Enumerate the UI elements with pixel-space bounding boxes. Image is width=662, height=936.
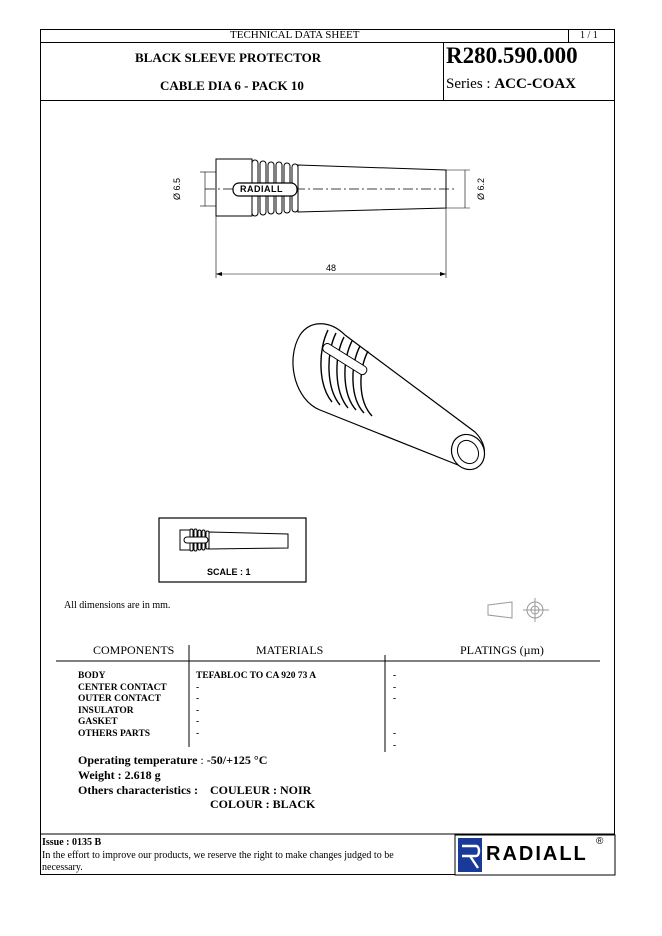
header-materials: MATERIALS [256, 643, 324, 657]
material-cell: - [196, 694, 200, 705]
disclaimer-line-2: necessary. [42, 862, 83, 873]
others-label: Others characteristics : [78, 783, 198, 797]
operating-temperature [78, 753, 267, 768]
header-components: COMPONENTS [93, 643, 175, 657]
disclaimer-line-1: In the effort to improve our products, we reserve the right to make changes judged to be [42, 850, 394, 861]
dimension-left-label: Ø 6.5 [172, 177, 182, 200]
plating-cell [393, 706, 396, 718]
radiall-logo-text: RADIALL [486, 843, 588, 865]
brand-mark: RADIALL [240, 184, 283, 194]
others-value-2: COLOUR : BLACK [210, 797, 316, 811]
temp-separator: : [197, 753, 207, 767]
component-cell: CENTER CONTACT [78, 682, 167, 693]
projection-symbol-icon [488, 598, 549, 622]
dimension-right-label: Ø 6.2 [476, 177, 486, 200]
product-subtitle: CABLE DIA 6 - PACK 10 [160, 78, 304, 93]
component-cell: INSULATOR [78, 705, 134, 716]
temp-label: Operating temperature [78, 753, 198, 767]
series-label: Series : [446, 76, 495, 92]
part-number: R280.590.000 [446, 43, 578, 68]
material-cell: TEFABLOC TO CA 920 73 A [196, 671, 317, 681]
material-cell: - [196, 717, 200, 728]
series-value: ACC-COAX [494, 76, 576, 92]
materials-column [196, 671, 316, 741]
component-cell: BODY [78, 671, 106, 681]
registered-mark: ® [596, 836, 604, 847]
header-platings: PLATINGS (µm) [460, 643, 544, 657]
material-cell: - [196, 728, 200, 739]
isometric-view [293, 324, 491, 476]
plating-cell: - [393, 682, 397, 693]
material-cell: - [196, 682, 200, 693]
platings-column [393, 671, 396, 752]
issue: Issue : 0135 B [42, 837, 102, 848]
material-cell: - [196, 705, 200, 716]
plating-cell [393, 717, 396, 729]
component-cell: OUTER CONTACT [78, 694, 161, 705]
units-note: All dimensions are in mm. [64, 600, 171, 611]
temp-value: -50/+125 °C [206, 753, 268, 767]
scale-label: SCALE : 1 [207, 567, 251, 577]
others-value-1: COULEUR : NOIR [210, 783, 312, 797]
weight: Weight : 2.618 g [78, 768, 161, 782]
plating-cell: - [393, 728, 397, 739]
plating-cell-extra: - [393, 740, 397, 751]
component-cell: OTHERS PARTS [78, 728, 151, 739]
components-column [78, 671, 167, 741]
plating-cell: - [393, 694, 397, 705]
dimension-length-label: 48 [326, 263, 337, 273]
doc-type: TECHNICAL DATA SHEET [230, 29, 360, 41]
component-cell: GASKET [78, 717, 118, 728]
sleeve-body-outline [298, 165, 446, 212]
page-number: 1 / 1 [580, 30, 598, 41]
plating-cell: - [393, 671, 397, 681]
product-title: BLACK SLEEVE PROTECTOR [135, 50, 322, 65]
